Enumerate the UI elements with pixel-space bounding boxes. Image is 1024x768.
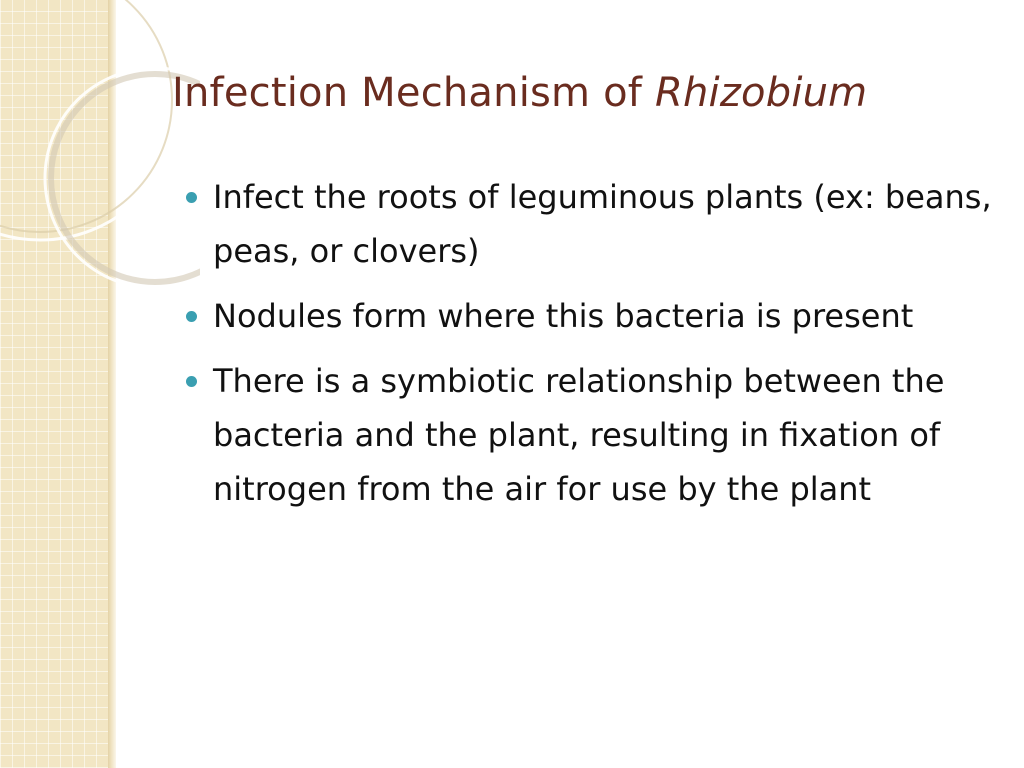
bullet-text: Infect the roots of leguminous plants (ex: beans, peas, or clovers) [213, 178, 992, 270]
slide-title-italic: Rhizobium [655, 70, 868, 116]
bullet-text: Nodules form where this bacteria is present [213, 297, 914, 335]
bullet-item [182, 289, 992, 343]
bullet-item [182, 170, 992, 278]
side-strip-edge [108, 0, 116, 768]
bullet-dot-icon [186, 311, 197, 322]
decorative-side-strip [0, 0, 108, 768]
bullet-dot-icon [186, 192, 197, 203]
bullet-list [182, 170, 992, 527]
slide-title-main: Infection Mechanism of [172, 70, 655, 116]
slide-title [172, 70, 867, 116]
bullet-item [182, 354, 992, 516]
bullet-dot-icon [186, 376, 197, 387]
bullet-text: There is a symbiotic relationship between the bacteria and the plant, resulting in fixation of nitrogen from the air for use by the plant [213, 362, 945, 508]
